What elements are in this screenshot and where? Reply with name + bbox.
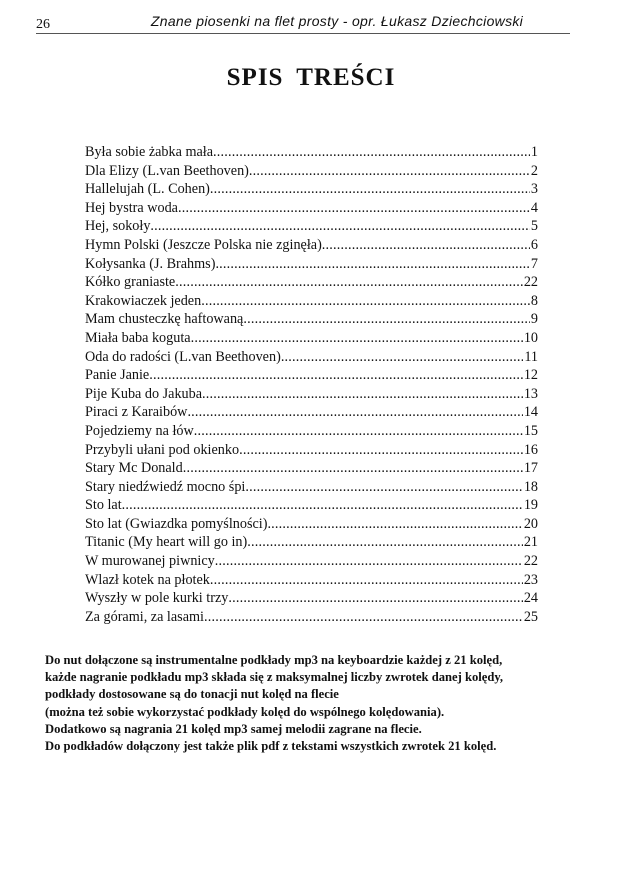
toc-entry-page: 8 xyxy=(530,292,538,309)
toc-dot-leader xyxy=(122,496,523,515)
toc-entry-title: Była sobie żabka mała xyxy=(85,144,214,160)
toc-entry xyxy=(85,273,538,292)
toc-entry-title: Wyszły w pole kurki trzy xyxy=(85,590,229,607)
note-line: każde nagranie podkładu mp3 składa się z maksymalnej liczby zwrotek danej kolędy, xyxy=(45,670,504,685)
toc-entry-title: Hej bystra woda xyxy=(85,199,178,216)
toc-dot-leader xyxy=(194,422,523,441)
toc-entry xyxy=(85,292,538,311)
toc-entry xyxy=(85,255,538,274)
toc-entry-page: 10 xyxy=(523,329,538,346)
note-line: Dodatkowo są nagrania 21 kolęd mp3 samej melodii zagrane na flecie. xyxy=(45,721,422,736)
toc-dot-leader xyxy=(281,348,524,367)
toc-entry-page: 11 xyxy=(524,348,538,365)
toc-dot-leader xyxy=(247,533,523,552)
toc-entry-title: Hej, sokoły xyxy=(85,218,151,235)
toc-entry xyxy=(85,571,538,590)
toc-entry-page: 6 xyxy=(530,236,538,253)
toc-dot-leader xyxy=(183,459,523,478)
toc-entry-title: Piraci z Karaibów xyxy=(85,404,188,421)
note-line: Do nut dołączone są instrumentalne podkłady mp3 na keyboardzie każdej z 21 kolęd, xyxy=(45,653,503,667)
toc-entry xyxy=(85,366,538,385)
toc-entry-title: Za górami, za lasami xyxy=(85,608,204,625)
toc-entry-title: Sto lat xyxy=(85,497,122,514)
toc-dot-leader xyxy=(215,255,529,274)
toc-entry-page: 24 xyxy=(523,590,538,607)
toc-dot-leader xyxy=(175,273,523,292)
toc-entry-title: Pije Kuba do Jakuba xyxy=(85,385,203,402)
toc-entry xyxy=(85,441,538,460)
toc-entry xyxy=(85,217,538,236)
toc-entry xyxy=(85,478,538,497)
toc-entry-page: 17 xyxy=(523,460,538,477)
toc-entry-title: Oda do radości (L.van Beethoven) xyxy=(85,348,281,365)
toc-dot-leader xyxy=(150,217,529,236)
toc-entry-page: 7 xyxy=(530,255,538,272)
page-title: SPIS TREŚCI xyxy=(226,64,396,91)
running-title: Znane piosenki na flet prosty - opr. Łukasz Dziechciowski xyxy=(150,13,524,29)
toc-entry xyxy=(85,385,538,404)
toc-entry xyxy=(85,199,538,218)
toc-entry xyxy=(85,552,538,571)
toc-entry-page: 22 xyxy=(523,274,538,291)
page-number: 26 xyxy=(36,17,50,32)
toc-entry-page: 16 xyxy=(523,441,538,458)
toc-dot-leader xyxy=(215,552,523,571)
toc-dot-leader xyxy=(201,292,530,311)
toc-entry xyxy=(85,162,538,181)
toc-entry-title: Dla Elizy (L.van Beethoven) xyxy=(85,162,249,179)
toc-entry-title: Przybyli ułani pod okienko xyxy=(85,441,240,458)
toc-entry xyxy=(85,515,538,534)
toc-dot-leader xyxy=(267,515,522,534)
toc-entry-page: 21 xyxy=(523,534,538,551)
toc-entry-title: Panie Janie xyxy=(85,367,150,384)
table-of-contents xyxy=(85,143,538,626)
toc-entry xyxy=(85,496,538,515)
toc-entry-title: Mam chusteczkę haftowaną xyxy=(85,311,244,328)
toc-entry-title: Sto lat (Gwiazdka pomyślności) xyxy=(85,515,268,532)
note-line: podkłady dostosowane są do tonacji nut kolęd na flecie xyxy=(45,687,339,702)
toc-entry-title: Hymn Polski (Jeszcze Polska nie zginęła) xyxy=(85,236,322,253)
toc-entry xyxy=(85,608,538,627)
note-line: (można też sobie wykorzystać podkłady kolęd do wspólnego kolędowania). xyxy=(45,704,445,719)
toc-entry-page: 4 xyxy=(530,199,538,216)
toc-entry-title: Krakowiaczek jeden xyxy=(85,292,202,309)
toc-entry-page: 22 xyxy=(523,553,538,570)
toc-entry xyxy=(85,533,538,552)
toc-dot-leader xyxy=(191,329,523,348)
toc-dot-leader xyxy=(239,441,523,460)
toc-entry xyxy=(85,310,538,329)
toc-entry-title: Miała baba koguta xyxy=(85,329,191,346)
toc-entry xyxy=(85,143,538,162)
toc-dot-leader xyxy=(204,608,523,627)
toc-entry xyxy=(85,589,538,608)
toc-entry xyxy=(85,459,538,478)
toc-entry-page: 20 xyxy=(523,515,538,532)
toc-dot-leader xyxy=(187,403,522,422)
toc-entry-page: 19 xyxy=(523,497,538,514)
toc-entry-title: Pojedziemy na łów xyxy=(85,422,194,439)
toc-dot-leader xyxy=(202,385,523,404)
toc-entry xyxy=(85,329,538,348)
toc-dot-leader xyxy=(210,180,530,199)
toc-entry xyxy=(85,236,538,255)
accompaniment-note xyxy=(45,652,585,755)
toc-dot-leader xyxy=(249,162,530,181)
toc-entry-title: Stary niedźwiedź mocno śpi xyxy=(85,478,246,495)
toc-entry-page: 9 xyxy=(530,311,538,328)
toc-entry-page: 3 xyxy=(530,181,538,198)
toc-dot-leader xyxy=(213,143,530,162)
toc-dot-leader xyxy=(149,366,523,385)
toc-entry-title: Wlazł kotek na płotek xyxy=(85,571,210,588)
toc-entry-title: Kółko graniaste xyxy=(85,274,176,291)
header-rule xyxy=(36,33,570,34)
toc-dot-leader xyxy=(210,571,523,590)
toc-entry-page: 15 xyxy=(523,422,538,439)
toc-entry-page: 12 xyxy=(523,367,538,384)
toc-dot-leader xyxy=(322,236,530,255)
toc-entry-page: 5 xyxy=(530,218,538,235)
toc-entry-page: 25 xyxy=(523,608,538,625)
toc-entry-title: W murowanej piwnicy xyxy=(85,553,215,570)
toc-entry xyxy=(85,180,538,199)
page-header xyxy=(0,0,622,40)
toc-dot-leader xyxy=(228,589,522,608)
toc-entry-page: 2 xyxy=(530,162,538,179)
toc-entry-title: Titanic (My heart will go in) xyxy=(85,534,248,551)
toc-dot-leader xyxy=(243,310,530,329)
toc-entry xyxy=(85,422,538,441)
toc-entry-page: 23 xyxy=(523,571,538,588)
toc-entry-title: Hallelujah (L. Cohen) xyxy=(85,181,210,198)
toc-entry-page: 13 xyxy=(523,385,538,402)
note-line: Do podkładów dołączony jest także plik pdf z tekstami wszystkich zwrotek 21 kolęd. xyxy=(45,739,497,754)
toc-entry-page: 14 xyxy=(523,404,538,421)
toc-dot-leader xyxy=(178,199,530,218)
toc-entry xyxy=(85,403,538,422)
toc-entry-page: 18 xyxy=(523,478,538,495)
toc-entry-title: Kołysanka (J. Brahms) xyxy=(85,255,216,272)
toc-dot-leader xyxy=(245,478,522,497)
toc-entry-title: Stary Mc Donald xyxy=(85,460,183,477)
toc-entry-page: 1 xyxy=(530,144,538,160)
toc-entry xyxy=(85,348,538,367)
